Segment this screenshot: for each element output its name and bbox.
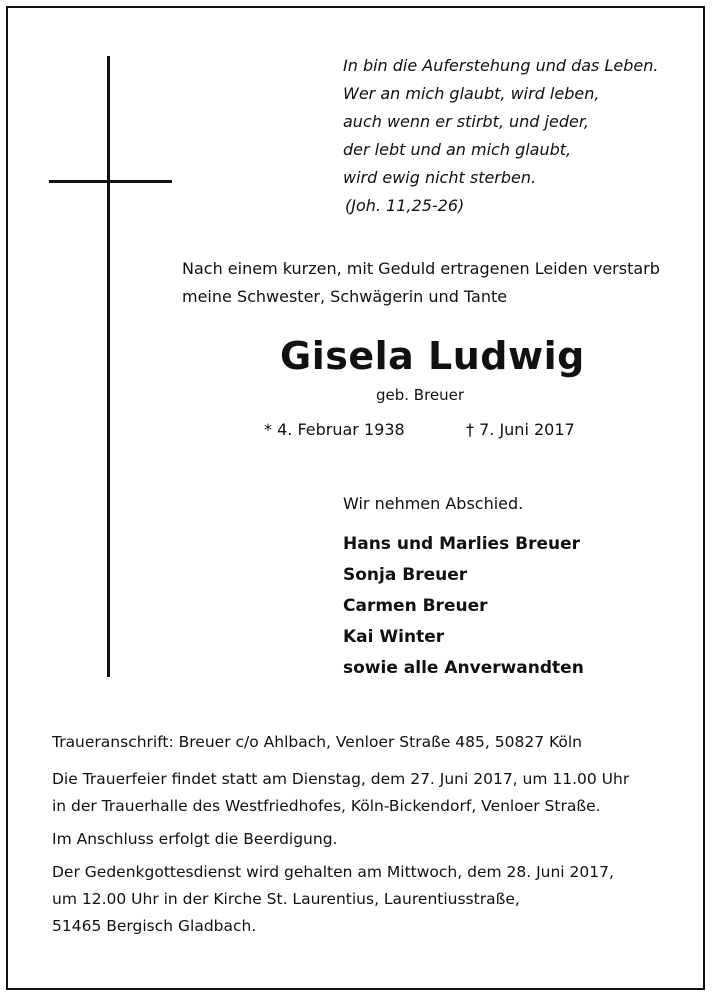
memorial-line: um 12.00 Uhr in der Kirche St. Laurentius, Laurentiusstraße, (52, 890, 520, 908)
memorial-line: Der Gedenkgottesdienst wird gehalten am Mittwoch, dem 28. Juni 2017, (52, 863, 614, 881)
address-line: Traueranschrift: Breuer c/o Ahlbach, Venloer Straße 485, 50827 Köln (52, 733, 582, 751)
mourner-name: Hans und Marlies Breuer (343, 534, 581, 554)
mourning-address (52, 729, 629, 756)
funeral-service-info (52, 766, 629, 820)
burial-line: Im Anschluss erfolgt die Beerdigung. (52, 830, 338, 848)
mourner-name: Sonja Breuer (343, 565, 468, 585)
memorial-service-info (52, 859, 629, 940)
funeral-details (52, 729, 629, 946)
verse-line: In bin die Auferstehung und das Leben. (343, 56, 659, 75)
burial-info (52, 826, 629, 853)
verse-line: auch wenn er stirbt, und jeder, (343, 112, 590, 131)
verse-line: wird ewig nicht sterben. (343, 168, 537, 187)
farewell-text: Wir nehmen Abschied. (343, 494, 524, 513)
verse-line: Wer an mich glaubt, wird leben, (343, 84, 600, 103)
intro-text (182, 255, 660, 311)
mourner-name: sowie alle Anverwandten (343, 658, 584, 678)
bible-verse (343, 52, 658, 220)
maiden-name: geb. Breuer (376, 386, 465, 404)
death-date: † 7. Juni 2017 (466, 420, 575, 439)
memorial-line: 51465 Bergisch Gladbach. (52, 917, 257, 935)
mourners-list (343, 529, 584, 684)
intro-line: meine Schwester, Schwägerin und Tante (182, 287, 508, 306)
funeral-line: in der Trauerhalle des Westfriedhofes, Köln-Bickendorf, Venloer Straße. (52, 797, 601, 815)
cross-horizontal-bar (49, 180, 172, 183)
mourner-name: Carmen Breuer (343, 596, 488, 616)
intro-line: Nach einem kurzen, mit Geduld ertragenen Leiden verstarb (182, 259, 660, 278)
deceased-name: Gisela Ludwig (280, 334, 585, 378)
funeral-line: Die Trauerfeier findet statt am Dienstag, dem 27. Juni 2017, um 11.00 Uhr (52, 770, 630, 788)
verse-line: der lebt und an mich glaubt, (343, 140, 572, 159)
birth-date: * 4. Februar 1938 (264, 420, 405, 439)
cross-vertical-bar (107, 56, 110, 677)
mourner-name: Kai Winter (343, 627, 445, 647)
verse-reference: (Joh. 11,25-26) (345, 196, 465, 215)
